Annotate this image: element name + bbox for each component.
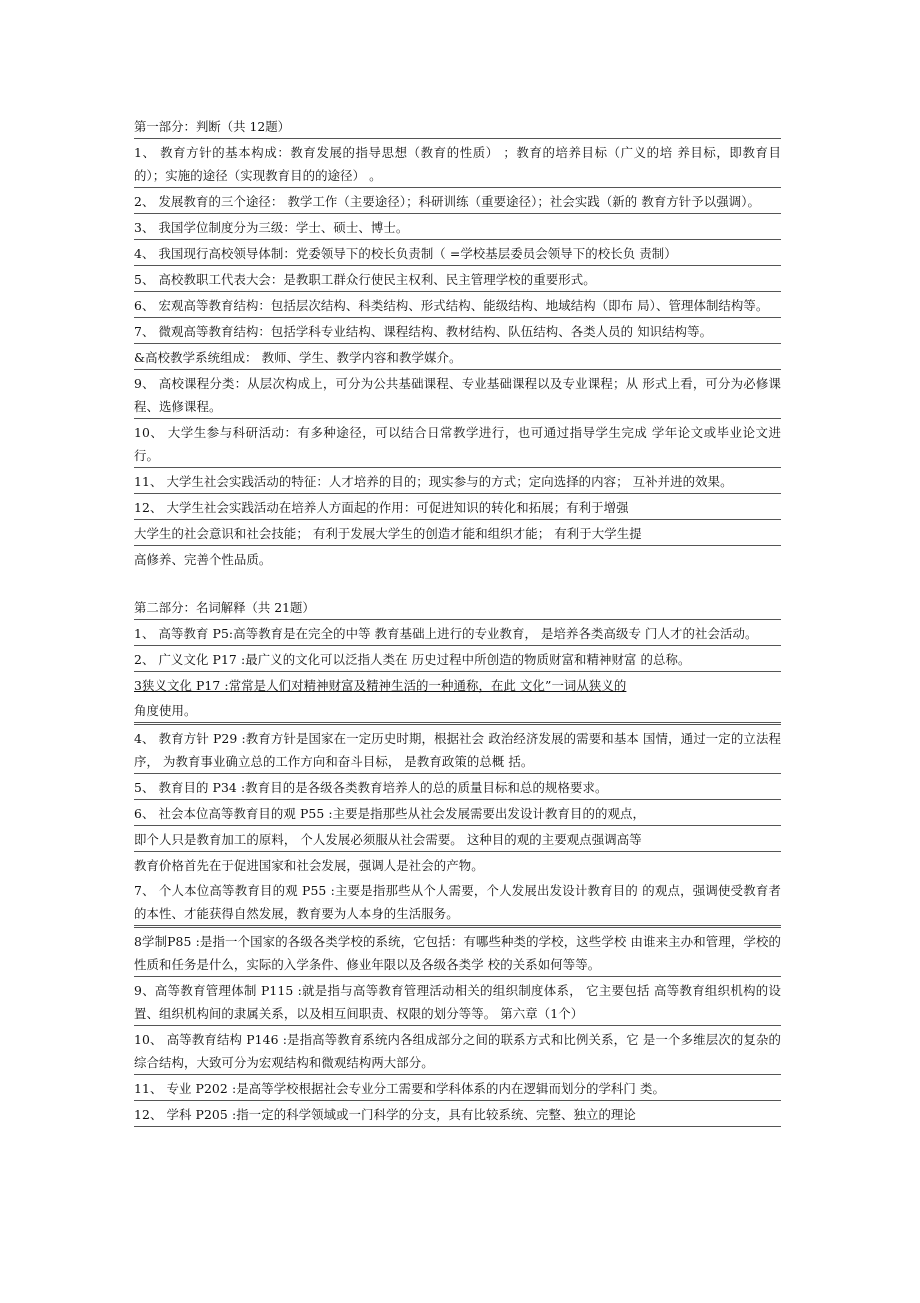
part2-item-6-cont: 即个人只是教育加工的原料， 个人发展必须服从社会需要。 这种目的观的主要观点强调高等 <box>134 828 781 852</box>
part2-item-9: 9、高等教育管理体制 P115 :就是指与高等教育管理活动相关的组织制度体系， 它主要包括 高等教育组织机构的设置、组织机构间的隶属关系，以及相互间职责、权限的划分等等。 第六章（1个） <box>134 979 781 1026</box>
part2-item-10: 10、 高等教育结构 P146 :是指高等教育系统内各组成部分之间的联系方式和比例关系，它 是一个多维层次的复杂的综合结构，大致可分为宏观结构和微观结构两大部分。 <box>134 1028 781 1075</box>
part2-item-3: 3狭义文化 P17 :常常是人们对精神财富及精神生活的一种通称，在此 文化”一词从狭义的 <box>134 678 627 693</box>
part2-item-8: 8学制P85 :是指一个国家的各级各类学校的系统，它包括：有哪些种类的学校，这些学校 由谁来主办和管理，学校的性质和任务是什么，实际的入学条件、修业年限以及各级各类学 校的关系如何等等。 <box>134 930 781 977</box>
part2-item-3-cont: 角度使用。 <box>134 699 781 725</box>
part2-item-11: 11、 专业 P202 :是高等学校根据社会专业分工需要和学科体系的内在逻辑而划分的学科门 类。 <box>134 1077 781 1101</box>
part2-item-5: 5、 教育目的 P34 :教育目的是各级各类教育培养人的总的质量目标和总的规格要求。 <box>134 776 781 800</box>
part1-item-1: 1、 教育方针的基本构成：教育发展的指导思想（教育的性质） ；教育的培养目标（广义的培 养目标，即教育目的）；实施的途径（实现教育目的的途径） 。 <box>134 141 781 188</box>
part1-item-12-cont: 大学生的社会意识和社会技能； 有利于发展大学生的创造才能和组织才能； 有利于大学生提 <box>134 522 781 546</box>
part2-item-6-end: 教育价格首先在于促进国家和社会发展，强调人是社会的产物。 <box>134 858 484 873</box>
part1-item-12-end: 高修养、完善个性品质。 <box>134 552 272 567</box>
part2-item-7: 7、 个人本位高等教育目的观 P55 :主要是指那些从个人需要，个人发展出发设计教育目的 的观点，强调使受教育者的本性、才能获得自然发展，教育要为人本身的生活服务。 <box>134 879 781 928</box>
part1-item-12: 12、 大学生社会实践活动在培养人方面起的作用：可促进知识的转化和拓展；有利于增强 <box>134 496 781 520</box>
part1-item-11: 11、 大学生社会实践活动的特征：人才培养的目的；现实参与的方式；定向选择的内容； 互补并进的效果。 <box>134 470 781 494</box>
part2-item-6: 6、 社会本位高等教育目的观 P55 :主要是指那些从社会发展需要出发设计教育目的的观点， <box>134 802 781 826</box>
part2-item-4: 4、 教育方针 P29 :教育方针是国家在一定历史时期，根据社会 政治经济发展的需要和基本 国情，通过一定的立法程序， 为教育事业确立总的工作方向和奋斗目标， 是教育政策的总概 括。 <box>134 727 781 774</box>
document-page <box>134 116 781 1129</box>
part1-item-7: 7、 微观高等教育结构：包括学科专业结构、课程结构、教材结构、队伍结构、各类人员的 知识结构等。 <box>134 320 781 344</box>
part1-item-3: 3、 我国学位制度分为三级：学士、硕士、博士。 <box>134 216 781 240</box>
part1-item-6: 6、 宏观高等教育结构：包括层次结构、科类结构、形式结构、能级结构、地域结构（即布 局）、管理体制结构等。 <box>134 294 781 318</box>
part1-item-9: 9、 高校课程分类：从层次构成上，可分为公共基础课程、专业基础课程以及专业课程；从 形式上看，可分为必修课程、选修课程。 <box>134 372 781 419</box>
part1-item-8: &高校教学系统组成： 教师、学生、教学内容和教学媒介。 <box>134 346 781 370</box>
part1-title: 第一部分：判断（共 12题） <box>134 116 781 139</box>
part2-title: 第二部分：名词解释（共 21题） <box>134 597 781 620</box>
part1-item-4: 4、 我国现行高校领导体制：党委领导下的校长负责制（ =学校基层委员会领导下的校长负 责制） <box>134 242 781 266</box>
part1-item-5: 5、 高校教职工代表大会：是教职工群众行使民主权利、民主管理学校的重要形式。 <box>134 268 781 292</box>
part2-item-1: 1、 高等教育 P5:高等教育是在完全的中等 教育基础上进行的专业教育， 是培养各类高级专 门人才的社会活动。 <box>134 622 781 646</box>
part2-item-12: 12、 学科 P205 :指一定的科学领域或一门科学的分支，具有比较系统、完整、独立的理论 <box>134 1103 781 1127</box>
part1-item-2: 2、 发展教育的三个途径： 教学工作（主要途径）；科研训练（重要途径）；社会实践（新的 教育方针予以强调）。 <box>134 190 781 214</box>
part1-item-10: 10、 大学生参与科研活动：有多种途径，可以结合日常教学进行，也可通过指导学生完成 学年论文或毕业论文进行。 <box>134 421 781 468</box>
part2-item-2: 2、 广义文化 P17 :最广义的文化可以泛指人类在 历史过程中所创造的物质财富和精神财富 的总称。 <box>134 648 781 672</box>
